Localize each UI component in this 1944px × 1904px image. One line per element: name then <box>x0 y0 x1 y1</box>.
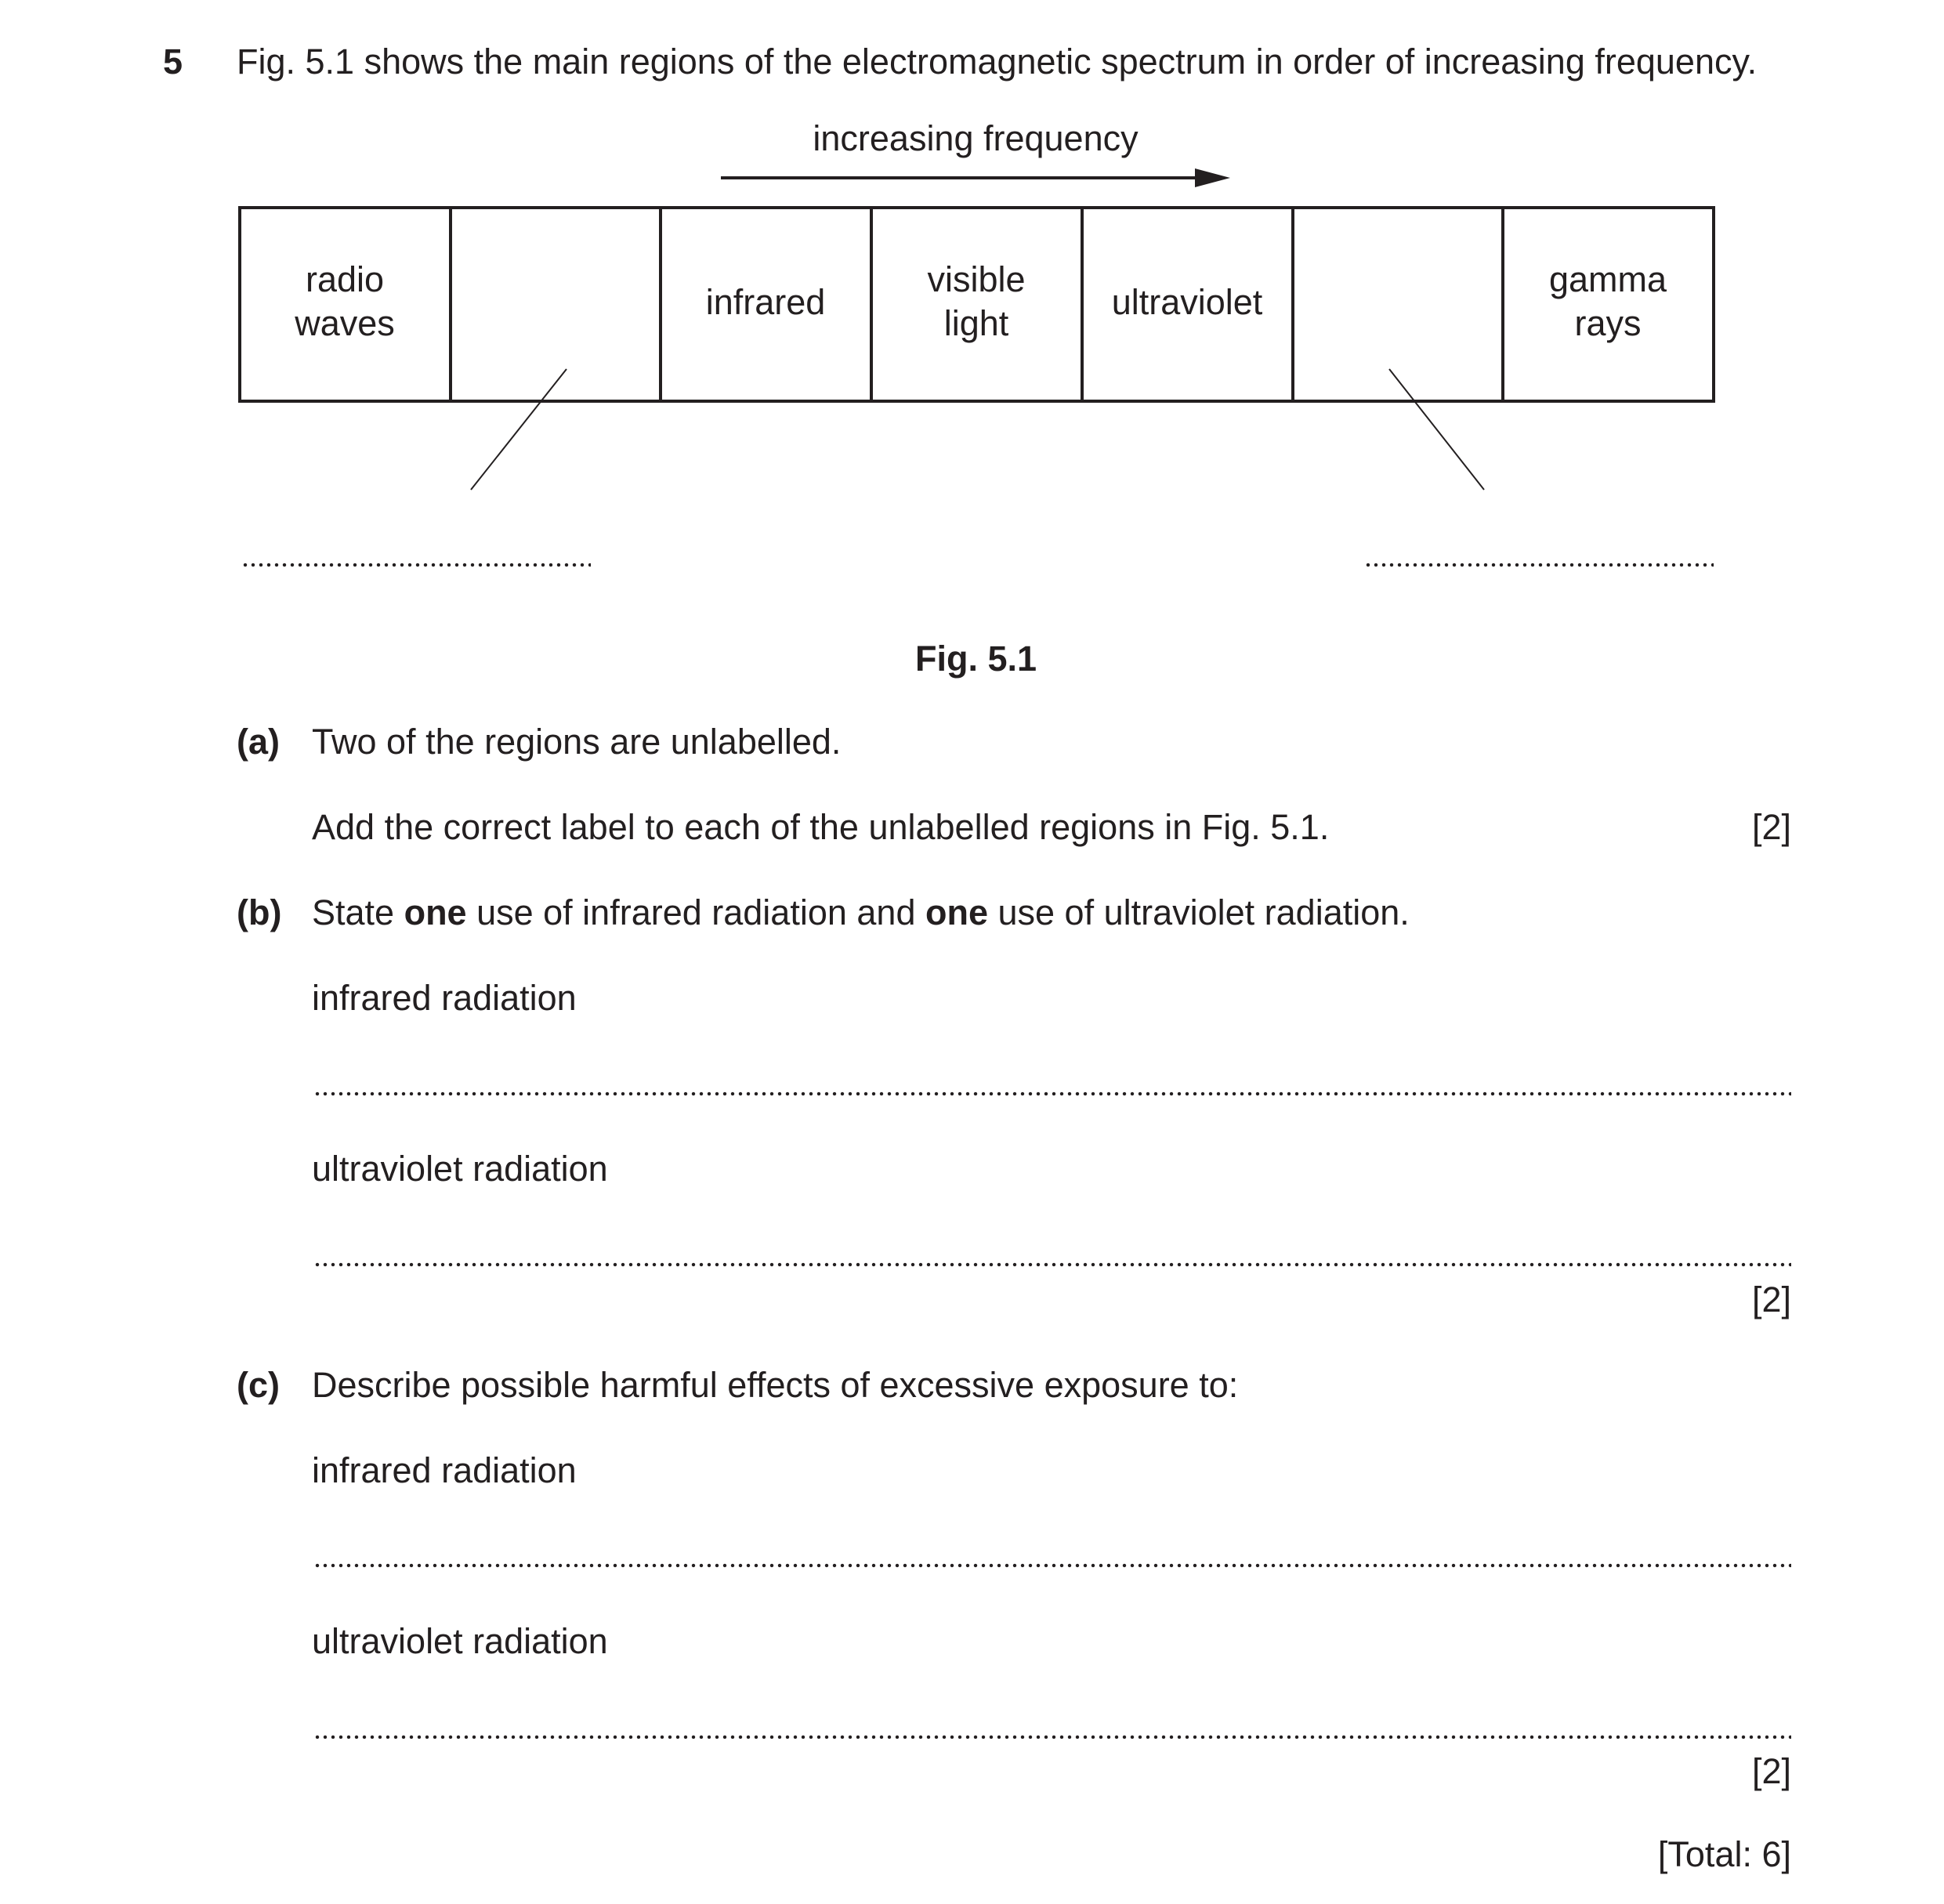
region-ultraviolet: ultraviolet <box>1111 282 1263 322</box>
label-answer-left[interactable] <box>241 563 591 567</box>
increasing-frequency-arrow <box>721 168 1230 187</box>
question-number: 5 <box>163 42 183 81</box>
arrow-label: increasing frequency <box>813 118 1139 158</box>
leader-line-right <box>1389 369 1484 490</box>
part-b-sub-infrared: infrared radiation <box>312 978 577 1018</box>
part-c-answer-line-1[interactable] <box>313 1563 1791 1568</box>
region-visible-line1: visible <box>927 259 1026 299</box>
part-c-sub-infrared: infrared radiation <box>312 1450 577 1490</box>
part-a-text: Two of the regions are unlabelled. <box>312 722 842 762</box>
part-b-text <box>312 892 1410 932</box>
total-marks: [Total: 6] <box>1657 1834 1791 1874</box>
part-b-answer-line-1[interactable] <box>313 1091 1791 1096</box>
region-visible-line2: light <box>943 303 1009 343</box>
leader-line-left <box>471 369 567 490</box>
question-intro: Fig. 5.1 shows the main regions of the electromagnetic spectrum in order of increasing frequency. <box>237 42 1758 81</box>
part-b-bold-2: one <box>925 892 988 932</box>
part-b-text-1: State <box>312 892 404 932</box>
part-b-bold-1: one <box>404 892 467 932</box>
part-b-marks: [2] <box>1751 1280 1791 1319</box>
part-c-sub-ultraviolet: ultraviolet radiation <box>312 1621 608 1661</box>
region-gamma-line2: rays <box>1574 303 1642 343</box>
region-radio-line2: waves <box>295 303 395 343</box>
part-c-label: (c) <box>237 1365 280 1405</box>
part-b-label: (b) <box>237 892 282 932</box>
region-radio-line1: radio <box>305 259 385 299</box>
spectrum-figure <box>0 0 1944 627</box>
part-a-label: (a) <box>237 722 280 762</box>
part-b-sub-ultraviolet: ultraviolet radiation <box>312 1149 608 1189</box>
region-infrared: infrared <box>705 282 826 322</box>
part-b-text-3: use of ultraviolet radiation. <box>987 892 1410 932</box>
part-a-marks: [2] <box>1751 807 1791 847</box>
region-gamma-line1: gamma <box>1548 259 1667 299</box>
part-b-text-2: use of infrared radiation and <box>466 892 925 932</box>
part-c-answer-line-2[interactable] <box>313 1735 1791 1739</box>
part-c-text: Describe possible harmful effects of excessive exposure to: <box>312 1365 1239 1405</box>
part-a-instruction: Add the correct label to each of the unlabelled regions in Fig. 5.1. <box>312 807 1330 847</box>
label-answer-right[interactable] <box>1364 563 1714 567</box>
part-b-answer-line-2[interactable] <box>313 1262 1791 1267</box>
figure-caption: Fig. 5.1 <box>915 639 1037 679</box>
part-c-marks: [2] <box>1751 1751 1791 1791</box>
